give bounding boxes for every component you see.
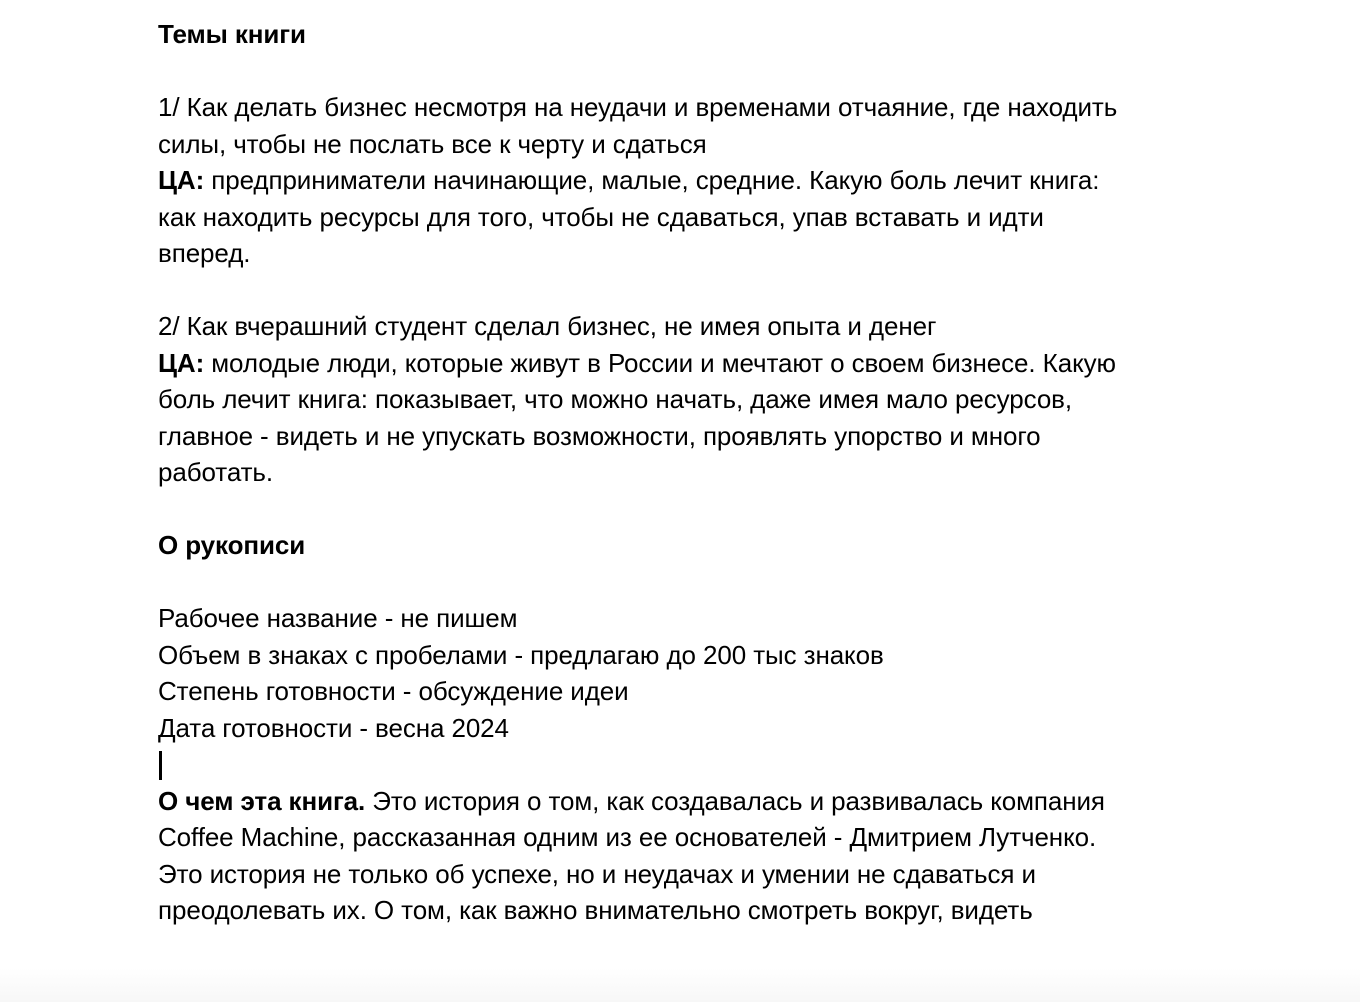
- theme-2-audience-line: работать.: [158, 457, 273, 487]
- manuscript-details: [158, 600, 1198, 746]
- page-bottom-edge: [0, 968, 1360, 1002]
- about-book-label: О чем эта книга.: [158, 785, 366, 816]
- audience-text: молодые люди, которые живут в России и мечтают о своем бизнесе. Какую: [204, 347, 1116, 378]
- blank-line: [158, 53, 1198, 90]
- theme-1-title-line: 1/ Как делать бизнес несмотря на неудачи и временами отчаяние, где находить: [158, 92, 1118, 122]
- theme-1: [158, 89, 1198, 272]
- section-heading-manuscript: О рукописи: [158, 530, 306, 560]
- theme-1-audience-line: [158, 162, 1198, 199]
- document-page[interactable]: [158, 16, 1198, 929]
- about-book: [158, 783, 1198, 929]
- about-book-line: преодолевать их. О том, как важно внимательно смотреть вокруг, видеть: [158, 895, 1033, 925]
- about-book-line: [158, 783, 1198, 820]
- audience-label: ЦА:: [158, 165, 205, 195]
- blank-line: [158, 491, 1198, 528]
- audience-text: предприниматели начинающие, малые, средние. Какую боль лечит книга:: [204, 165, 1100, 195]
- theme-2-audience-line: главное - видеть и не упускать возможности, проявлять упорство и много: [158, 420, 1041, 451]
- theme-1-audience-line: как находить ресурсы для того, чтобы не сдаваться, упав вставать и идти: [158, 201, 1044, 232]
- theme-2-audience-line: [158, 345, 1198, 382]
- text-cursor: [159, 751, 162, 780]
- editable-empty-line[interactable]: [158, 746, 1198, 783]
- theme-1-title-line: силы, чтобы не послать все к черту и сдаться: [158, 128, 707, 159]
- blank-line: [158, 272, 1198, 309]
- manuscript-due-date: Дата готовности - весна 2024: [158, 712, 509, 743]
- about-book-line: Это история не только об успехе, но и неудачах и умении не сдаваться и: [158, 858, 1036, 889]
- theme-1-audience-line: вперед.: [158, 238, 251, 268]
- blank-line: [158, 564, 1198, 601]
- manuscript-readiness: Степень готовности - обсуждение идеи: [158, 676, 629, 706]
- about-book-line: Coffee Machine, рассказанная одним из ее основателей - Дмитрием Лутченко.: [158, 822, 1097, 852]
- theme-2-title-line: 2/ Как вчерашний студент сделал бизнес, не имея опыта и денег: [158, 311, 937, 341]
- section-heading-themes: Темы книги: [158, 19, 306, 49]
- manuscript-working-title: Рабочее название - не пишем: [158, 603, 518, 633]
- theme-2-audience-line: боль лечит книга: показывает, что можно начать, даже имея мало ресурсов,: [158, 384, 1073, 414]
- audience-label: ЦА:: [158, 347, 205, 378]
- theme-2: [158, 308, 1198, 491]
- about-book-text: Это история о том, как создавалась и развивалась компания: [365, 785, 1105, 816]
- manuscript-volume: Объем в знаках с пробелами - предлагаю до 200 тыс знаков: [158, 639, 884, 670]
